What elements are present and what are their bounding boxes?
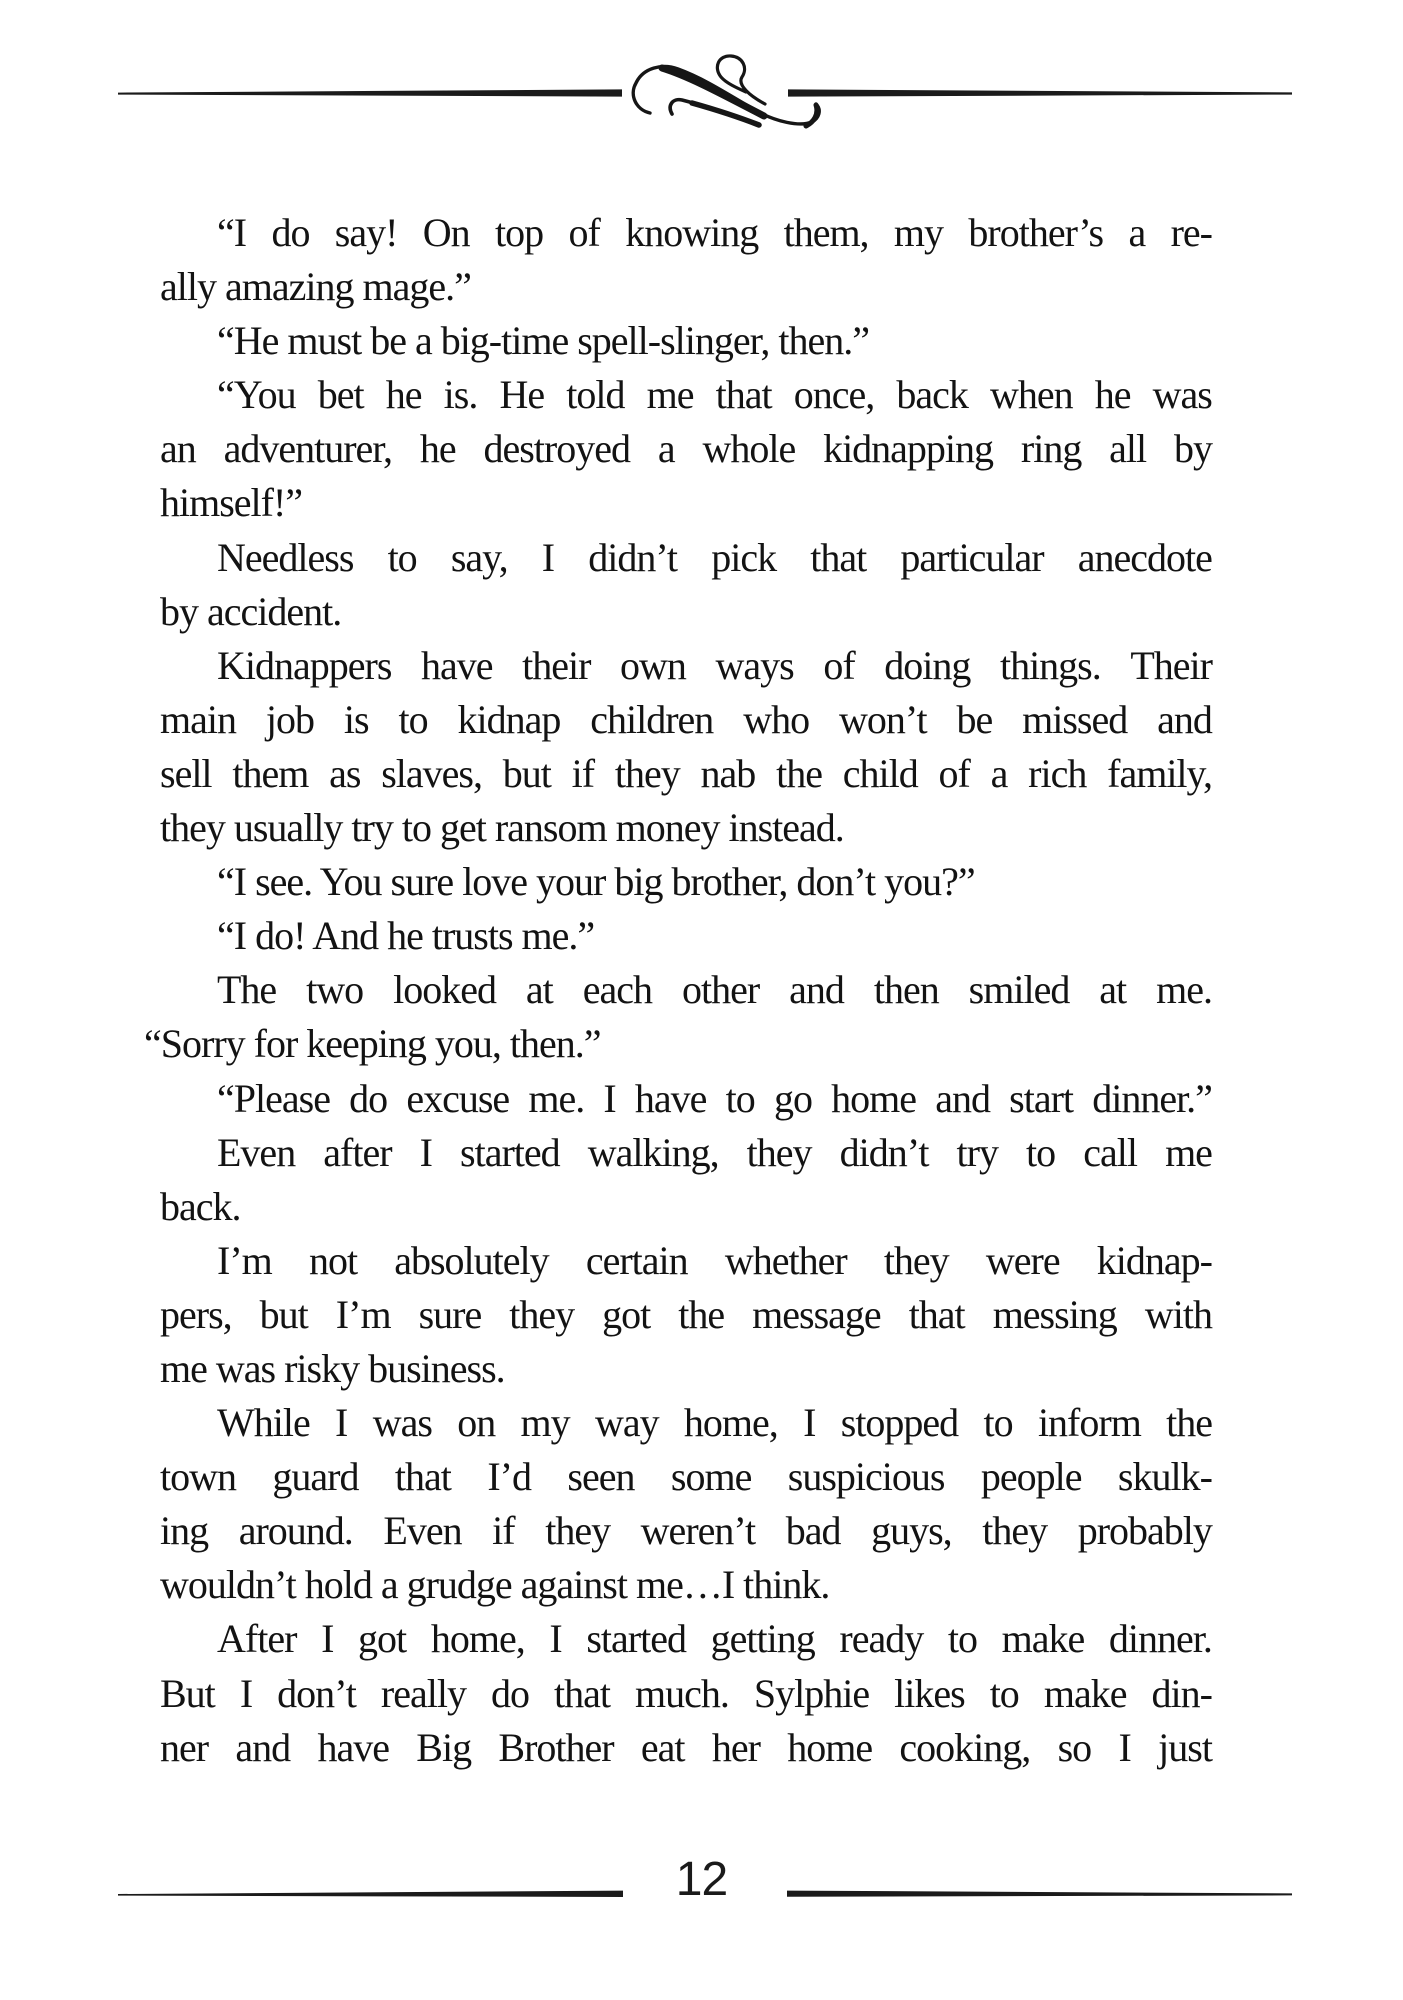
word: each <box>582 967 653 1013</box>
word: have <box>317 1724 389 1770</box>
word: of <box>823 642 855 688</box>
word: were <box>985 1237 1060 1283</box>
word: to <box>983 1400 1013 1446</box>
text-line: himself!” <box>160 480 303 526</box>
body-text <box>144 206 1212 1775</box>
text-line <box>160 422 1212 476</box>
word: particular <box>900 534 1044 580</box>
text-line: “I do! And he trusts me.” <box>217 913 595 959</box>
word: likes <box>894 1670 965 1716</box>
word: when <box>989 372 1073 418</box>
word: slaves, <box>381 750 482 796</box>
text-line <box>160 1667 1212 1721</box>
word: with <box>1144 1291 1212 1337</box>
word: to <box>387 534 417 580</box>
word: he <box>419 426 456 472</box>
word: Even <box>217 1129 296 1175</box>
word: sell <box>160 750 212 796</box>
text-line <box>160 1504 1212 1558</box>
word: excuse <box>406 1075 510 1121</box>
paragraph <box>160 639 1212 855</box>
word: that <box>908 1291 965 1337</box>
word: suspicious <box>787 1454 945 1500</box>
word: kidnapping <box>823 426 994 472</box>
word: the <box>1166 1400 1212 1446</box>
word: they <box>883 1237 949 1283</box>
word: top <box>495 210 544 255</box>
word: ring <box>1020 426 1082 472</box>
word: “Please <box>217 1075 330 1121</box>
word: started <box>460 1129 560 1175</box>
word: to <box>398 696 428 742</box>
word: din- <box>1151 1670 1212 1716</box>
word: Brother <box>498 1724 614 1770</box>
word: kidnap- <box>1096 1237 1212 1283</box>
text-line <box>160 1450 1212 1504</box>
header-rule-left <box>118 89 622 96</box>
header-rule-right <box>788 89 1292 96</box>
word: absolutely <box>394 1237 549 1283</box>
word: do <box>349 1075 388 1121</box>
word: have <box>421 642 493 688</box>
word: re- <box>1170 210 1212 255</box>
word: by <box>1174 426 1212 472</box>
word: them, <box>783 210 869 255</box>
word: to <box>725 1075 755 1121</box>
word: to <box>1026 1129 1056 1175</box>
word: and <box>789 967 844 1013</box>
word: try <box>956 1129 998 1175</box>
word: don’t <box>277 1670 356 1716</box>
word: inform <box>1037 1400 1141 1446</box>
word: home, <box>683 1400 778 1446</box>
word: He <box>499 372 545 418</box>
word: While <box>217 1400 310 1446</box>
text-line: back. <box>160 1183 241 1229</box>
word: them <box>232 750 309 796</box>
word: town <box>160 1454 236 1500</box>
word: they <box>509 1291 575 1337</box>
word: got <box>358 1616 407 1662</box>
word: Kidnappers <box>217 642 392 688</box>
word: children <box>590 696 714 742</box>
word: I <box>1118 1724 1131 1770</box>
word: own <box>620 642 686 688</box>
text-line: me was risky business. <box>160 1345 505 1391</box>
word: got <box>602 1291 651 1337</box>
word: but <box>259 1291 308 1337</box>
word: and <box>235 1724 291 1770</box>
word: say! <box>334 210 398 255</box>
word: two <box>306 967 364 1013</box>
paragraph <box>160 1126 1212 1234</box>
word: they <box>746 1129 812 1175</box>
word: so <box>1057 1724 1092 1770</box>
text-line <box>160 1126 1212 1180</box>
word: missed <box>1022 696 1128 742</box>
word: make <box>1001 1616 1085 1662</box>
word: messing <box>992 1291 1117 1337</box>
text-line <box>160 1072 1212 1126</box>
paragraph <box>160 855 1212 909</box>
word: family, <box>1107 750 1212 796</box>
word: a <box>657 426 675 472</box>
word: home <box>787 1724 873 1770</box>
word: rich <box>1028 750 1087 796</box>
word: job <box>265 696 314 742</box>
word: back <box>896 372 968 418</box>
word: On <box>422 210 470 255</box>
word: and <box>935 1075 990 1121</box>
word: was <box>1152 372 1212 418</box>
word: I <box>803 1400 816 1446</box>
text-line <box>160 693 1212 747</box>
word: destroyed <box>483 426 630 472</box>
word: Needless <box>217 534 354 580</box>
word: I <box>549 1616 562 1662</box>
word: much. <box>634 1670 729 1716</box>
text-line: “I see. You sure love your big brother, don’t you?” <box>217 859 975 905</box>
paragraph <box>160 368 1212 530</box>
word: whole <box>702 426 796 472</box>
text-line <box>160 1721 1212 1775</box>
word: other <box>681 967 760 1013</box>
word: they <box>982 1508 1048 1554</box>
word: probably <box>1077 1508 1212 1554</box>
word: I’m <box>217 1237 272 1283</box>
word: a <box>990 750 1008 796</box>
word: some <box>670 1454 752 1500</box>
word: but <box>502 750 551 796</box>
word: is <box>343 696 369 742</box>
word: that <box>553 1670 610 1716</box>
word: I’m <box>335 1291 391 1337</box>
word: I <box>603 1075 616 1121</box>
word: But <box>160 1670 215 1716</box>
word: they <box>614 750 680 796</box>
text-line <box>160 1396 1212 1450</box>
word: dinner.” <box>1092 1075 1212 1121</box>
word: they <box>545 1508 611 1554</box>
word: adventurer, <box>223 426 393 472</box>
word: “You <box>217 372 296 418</box>
word: After <box>217 1616 297 1662</box>
word: really <box>380 1670 466 1716</box>
word: started <box>586 1616 686 1662</box>
word: Big <box>416 1724 472 1770</box>
word: to <box>947 1616 977 1662</box>
paragraph <box>160 1396 1212 1612</box>
word: is. <box>443 372 478 418</box>
footer-rule-right <box>787 1891 1292 1897</box>
word: things. <box>999 642 1101 688</box>
word: looked <box>393 967 496 1013</box>
word: I <box>419 1129 432 1175</box>
text-line <box>160 1288 1212 1342</box>
word: ways <box>715 642 794 688</box>
word: way <box>594 1400 659 1446</box>
word: didn’t <box>588 534 678 580</box>
word: doing <box>884 642 971 688</box>
text-line: they usually try to get ransom money instead. <box>160 805 844 851</box>
word: all <box>1109 426 1147 472</box>
word: the <box>678 1291 725 1337</box>
word: ner <box>160 1724 209 1770</box>
word: told <box>566 372 625 418</box>
word: I <box>321 1616 334 1662</box>
word: stopped <box>840 1400 959 1446</box>
text-line: “Sorry for keeping you, then.” <box>144 1021 601 1067</box>
word: that <box>810 534 867 580</box>
word: bet <box>317 372 364 418</box>
word: Sylphie <box>753 1670 870 1716</box>
word: my <box>520 1400 570 1446</box>
text-line: “He must be a big-time spell-slinger, then.” <box>217 318 869 364</box>
paragraph <box>144 963 1212 1071</box>
word: walking, <box>587 1129 719 1175</box>
word: dinner. <box>1108 1616 1212 1662</box>
word: guard <box>272 1454 359 1500</box>
word: say, <box>450 534 508 580</box>
word: whether <box>724 1237 847 1283</box>
word: message <box>752 1291 881 1337</box>
word: he <box>1094 372 1131 418</box>
word: he <box>385 372 422 418</box>
word: do <box>271 210 310 255</box>
word: smiled <box>968 967 1070 1013</box>
word: sure <box>418 1291 482 1337</box>
word: Even <box>383 1508 462 1554</box>
word: then <box>873 967 939 1013</box>
word: skulk- <box>1117 1454 1212 1500</box>
word: seen <box>567 1454 635 1500</box>
word: people <box>980 1454 1082 1500</box>
word: pers, <box>160 1291 232 1337</box>
word: have <box>634 1075 707 1121</box>
word: if <box>571 750 595 796</box>
paragraph <box>160 909 1212 963</box>
word: after <box>323 1129 392 1175</box>
word: be <box>956 696 993 742</box>
word: me. <box>528 1075 585 1121</box>
word: guys, <box>871 1508 952 1554</box>
word: just <box>1158 1724 1212 1770</box>
word: certain <box>585 1237 688 1283</box>
word: at <box>525 967 553 1013</box>
word: me. <box>1156 967 1212 1013</box>
text-line <box>160 206 1212 260</box>
paragraph <box>160 1072 1212 1126</box>
word: I <box>335 1400 348 1446</box>
word: ing <box>160 1508 209 1554</box>
text-line <box>160 639 1212 693</box>
word: didn’t <box>839 1129 929 1175</box>
word: as <box>329 750 361 796</box>
word: to <box>989 1670 1019 1716</box>
footer-ornament <box>100 1870 1300 1920</box>
text-line: by accident. <box>160 588 342 634</box>
word: once, <box>793 372 875 418</box>
word: home, <box>430 1616 525 1662</box>
word: knowing <box>625 210 759 255</box>
word: me <box>646 372 694 418</box>
text-line <box>160 963 1212 1017</box>
word: The <box>217 967 277 1013</box>
word: eat <box>640 1724 685 1770</box>
word: her <box>711 1724 760 1770</box>
paragraph <box>160 531 1212 639</box>
text-line <box>160 747 1212 801</box>
word: of <box>568 210 600 255</box>
word: bad <box>785 1508 841 1554</box>
paragraph <box>160 314 1212 368</box>
word: who <box>743 696 810 742</box>
word: kidnap <box>457 696 561 742</box>
word: was <box>372 1400 432 1446</box>
word: Their <box>1130 642 1212 688</box>
word: I <box>541 534 555 580</box>
text-line <box>160 1612 1212 1666</box>
word: child <box>842 750 918 796</box>
word: weren’t <box>640 1508 756 1554</box>
word: home <box>831 1075 916 1121</box>
word: main <box>160 696 236 742</box>
page-number: 12 <box>675 1853 728 1906</box>
word: at <box>1099 967 1127 1013</box>
word: not <box>308 1237 358 1283</box>
word: getting <box>710 1616 815 1662</box>
word: of <box>938 750 970 796</box>
word: on <box>457 1400 496 1446</box>
word: won’t <box>838 696 927 742</box>
text-line <box>160 531 1212 585</box>
footer-rule-left <box>118 1891 623 1897</box>
word: I <box>239 1670 253 1716</box>
word: “I <box>217 210 247 255</box>
word: pick <box>711 534 777 580</box>
word: an <box>160 426 196 472</box>
text-line: ally amazing mage.” <box>160 264 471 310</box>
word: ready <box>839 1616 924 1662</box>
word: make <box>1043 1670 1127 1716</box>
paragraph <box>160 206 1212 314</box>
word: my <box>893 210 944 255</box>
word: brother’s <box>968 210 1104 255</box>
word: go <box>773 1075 812 1121</box>
word: nab <box>700 750 756 796</box>
word: the <box>776 750 822 796</box>
text-line <box>160 368 1212 422</box>
word: I’d <box>487 1454 531 1500</box>
word: that <box>715 372 772 418</box>
word: if <box>492 1508 515 1554</box>
word: me <box>1165 1129 1212 1175</box>
word: that <box>394 1454 451 1500</box>
word: cooking, <box>899 1724 1031 1770</box>
header-ornament <box>100 40 1300 140</box>
paragraph <box>160 1234 1212 1396</box>
word: and <box>1157 696 1212 742</box>
text-line: wouldn’t hold a grudge against me…I think. <box>160 1562 830 1608</box>
word: a <box>1128 210 1146 255</box>
word: anecdote <box>1077 534 1212 580</box>
word: their <box>522 642 591 688</box>
word: do <box>490 1670 529 1716</box>
word: start <box>1009 1075 1074 1121</box>
word: around. <box>238 1508 353 1554</box>
word: call <box>1083 1129 1137 1175</box>
text-line <box>160 1234 1212 1288</box>
paragraph <box>160 1612 1212 1774</box>
